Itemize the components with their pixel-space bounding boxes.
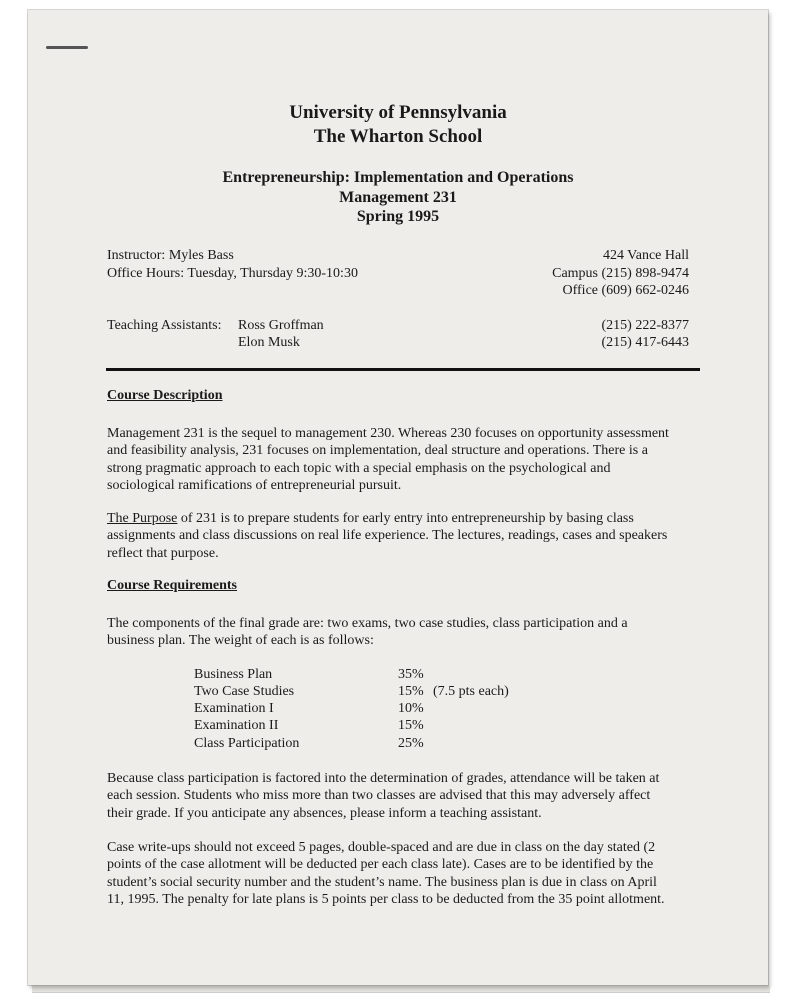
ta-phone-1: (215) 222-8377 [601, 318, 689, 333]
text-line: sociological ramifications of entrepreneurial pursuit. [107, 477, 402, 493]
description-paragraph [107, 425, 707, 494]
text-line: Case write-ups should not exceed 5 pages, double-spaced and are due in class on the day stated (2 [107, 840, 656, 855]
text-line: student’s social security number and the student’s name. The business plan is due in class on April [107, 874, 657, 890]
grading-weight: 10% [398, 701, 424, 716]
course-number: Management 231 [339, 189, 457, 206]
grading-weight: 15% [398, 718, 424, 733]
grading-item: Class Participation [194, 736, 300, 751]
text-line: 11, 1995. The penalty for late plans is 5 points per class to be deducted from the 35 point allotment. [107, 891, 665, 907]
description-heading: Course Description [107, 388, 223, 403]
text-line: The components of the final grade are: two exams, two case studies, class participation and a [107, 616, 628, 631]
text-line: points of the case allotment will be deducted per each class late). Cases are to be identified by the [107, 857, 654, 873]
text-line: strong pragmatic approach to each topic with a special emphasis on the psychological and [107, 460, 611, 476]
grading-item: Business Plan [194, 667, 273, 682]
text-line: reflect that purpose. [107, 545, 219, 561]
university-name: University of Pennsylvania [289, 102, 507, 123]
purpose-label: The Purpose [107, 511, 178, 526]
school-name: The Wharton School [313, 126, 483, 147]
ta-name-1: Ross Groffman [238, 318, 324, 333]
office-hours: Office Hours: Tuesday, Thursday 9:30-10:30 [107, 266, 358, 281]
text-line: assignments and class discussions on real life experience. The lectures, readings, cases and speakers [107, 528, 668, 544]
grading-note: (7.5 pts each) [433, 684, 509, 699]
syllabus-page [28, 10, 768, 985]
requirements-heading: Course Requirements [107, 578, 238, 593]
grading-item: Examination I [194, 701, 274, 716]
writeup-paragraph [107, 839, 707, 908]
course-term: Spring 1995 [356, 208, 440, 225]
purpose-paragraph [107, 510, 707, 562]
text-line: their grade. If you anticipate any absences, please inform a teaching assistant. [107, 805, 542, 821]
grading-weight: 35% [398, 667, 424, 682]
text-line: Because class participation is factored into the determination of grades, attendance will be taken at [107, 771, 660, 786]
divider-rule [106, 368, 700, 371]
attendance-paragraph [107, 770, 707, 822]
text-line [107, 510, 707, 527]
requirements-intro [107, 615, 707, 650]
course-title: Entrepreneurship: Implementation and Operations [222, 169, 574, 186]
text-line: business plan. The weight of each is as follows: [107, 633, 374, 649]
pen-mark [46, 46, 88, 49]
ta-phone-2: (215) 417-6443 [601, 335, 689, 350]
purpose-text: of 231 is to prepare students for early entry into entrepreneurship by basing class [177, 511, 634, 526]
instructor: Instructor: Myles Bass [107, 248, 234, 263]
campus-phone: Campus (215) 898-9474 [552, 266, 689, 281]
grading-item: Examination II [194, 718, 279, 733]
ta-name-2: Elon Musk [238, 335, 300, 350]
text-line: and feasibility analysis, 231 focuses on implementation, deal structure and operations. There is a [107, 443, 648, 459]
text-line: Management 231 is the sequel to management 230. Whereas 230 focuses on opportunity assessment [107, 426, 669, 441]
grading-weight: 15% [398, 684, 424, 699]
paper-edge [32, 986, 770, 993]
ta-label: Teaching Assistants: [107, 318, 222, 333]
text-line: each session. Students who miss more than two classes are advised that this may adversely affect [107, 788, 651, 804]
office-phone: Office (609) 662-0246 [562, 283, 689, 298]
office-address: 424 Vance Hall [602, 248, 689, 263]
grading-item: Two Case Studies [194, 684, 295, 699]
grading-weight: 25% [398, 736, 424, 751]
